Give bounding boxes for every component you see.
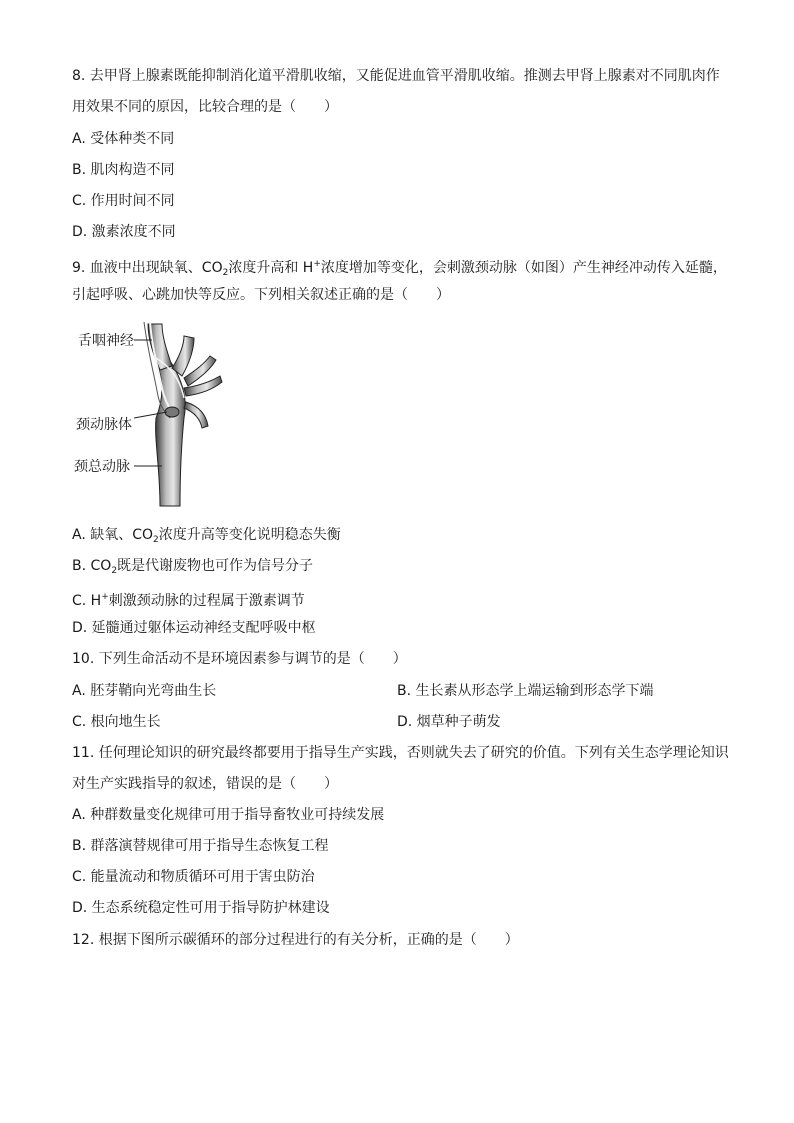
q10-option-c: C. 根向地生长 [72, 714, 161, 730]
q8-stem-line1: 8. 去甲肾上腺素既能抑制消化道平滑肌收缩，又能促进血管平滑肌收缩。推测去甲肾上腺素对不同肌肉作 [72, 68, 720, 84]
q8-option-a: A. 受体种类不同 [72, 131, 175, 147]
q11-option-d: D. 生态系统稳定性可用于指导防护林建设 [72, 900, 330, 916]
glossopharyngeal-nerve-label: 舌咽神经 [78, 333, 134, 349]
q8-option-c: C. 作用时间不同 [72, 193, 175, 209]
q12-stem: 12. 根据下图所示碳循环的部分过程进行的有关分析，正确的是（ ） [72, 932, 519, 948]
q10-option-d: D. 烟草种子萌发 [397, 714, 501, 730]
q11-option-b: B. 群落演替规律可用于指导生态恢复工程 [72, 838, 329, 854]
q11-option-a: A. 种群数量变化规律可用于指导畜牧业可持续发展 [72, 807, 385, 823]
q10-option-a: A. 胚芽鞘向光弯曲生长 [72, 683, 217, 699]
q8-option-d: D. 激素浓度不同 [72, 224, 176, 240]
q9-option-d: D. 延髓通过躯体运动神经支配呼吸中枢 [72, 620, 316, 636]
q8-option-b: B. 肌肉构造不同 [72, 162, 175, 178]
q9-option-c: C. H+刺激颈动脉的过程属于激素调节 [72, 592, 305, 609]
q9-stem-line2: 引起呼吸、心跳加快等反应。下列相关叙述正确的是（ ） [72, 287, 450, 303]
q9-stem-line1: 9. 血液中出现缺氧、$CO_2$浓度升高和 H+浓度增加等变化，会刺激颈动脉（如图）产生神经冲动传入延髓， [72, 259, 727, 278]
q9-option-a: A. 缺氧、$CO_2$浓度升高等变化说明稳态失衡 [72, 527, 341, 545]
q10-stem: 10. 下列生命活动不是环境因素参与调节的是（ ） [72, 651, 407, 667]
common-carotid-artery-label: 颈总动脉 [74, 459, 130, 475]
q11-stem-line1: 11. 任何理论知识的研究最终都要用于指导生产实践，否则就失去了研究的价值。下列有关生态学理论知识 [72, 745, 729, 761]
q9-option-b: B. $CO_2$既是代谢废物也可作为信号分子 [72, 558, 314, 576]
q11-option-c: C. 能量流动和物质循环可用于害虫防治 [72, 869, 315, 885]
carotid-artery-figure [72, 318, 272, 508]
carotid-body-label: 颈动脉体 [76, 417, 132, 433]
q11-stem-line2: 对生产实践指导的叙述，错误的是（ ） [72, 776, 338, 792]
q8-stem-line2: 用效果不同的原因，比较合理的是（ ） [72, 99, 338, 115]
q10-option-b: B. 生长素从形态学上端运输到形态学下端 [397, 683, 654, 699]
